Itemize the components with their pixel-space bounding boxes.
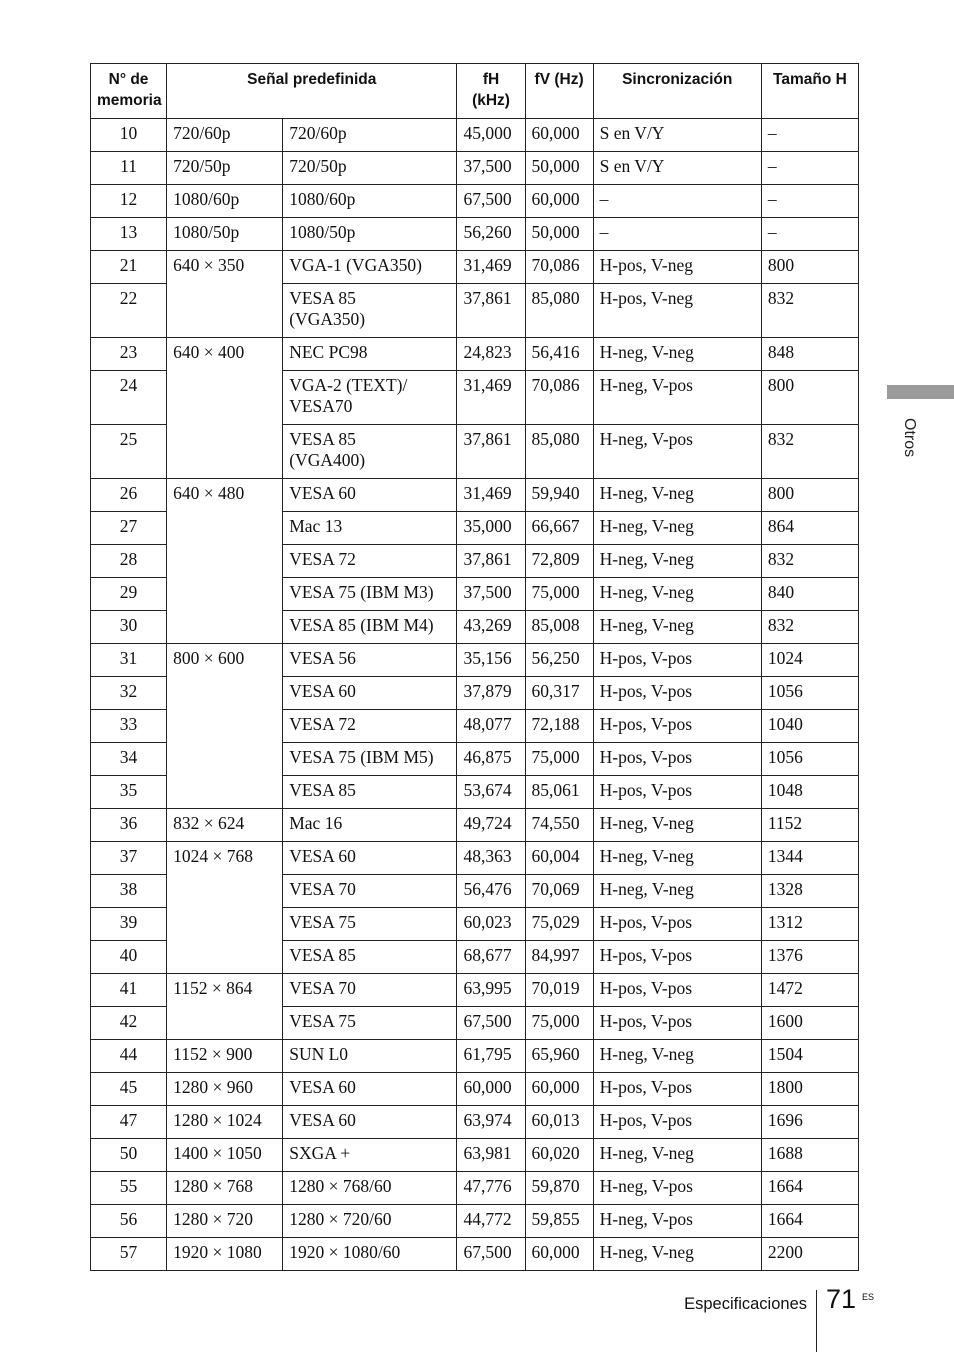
signal-cell: VESA 85 xyxy=(283,776,457,809)
fh-cell: 67,500 xyxy=(457,1007,525,1040)
section-tab-label: Otros xyxy=(901,418,918,458)
signal-cell: 720/50p xyxy=(283,152,457,185)
resolution-cell: 1280 × 960 xyxy=(167,1073,283,1106)
signal-cell: VESA 60 xyxy=(283,1106,457,1139)
fv-cell: 85,061 xyxy=(525,776,593,809)
fv-cell: 59,870 xyxy=(525,1172,593,1205)
hsize-cell: 1312 xyxy=(761,908,858,941)
memory-cell: 11 xyxy=(91,152,167,185)
hsize-cell: 864 xyxy=(761,512,858,545)
fv-cell: 75,000 xyxy=(525,578,593,611)
table-row xyxy=(91,974,859,1007)
fh-cell: 61,795 xyxy=(457,1040,525,1073)
resolution-cell xyxy=(167,1007,283,1040)
memory-cell: 32 xyxy=(91,677,167,710)
resolution-cell: 1280 × 720 xyxy=(167,1205,283,1238)
fv-cell: 70,019 xyxy=(525,974,593,1007)
sync-cell: H-pos, V-pos xyxy=(593,677,761,710)
fh-cell: 46,875 xyxy=(457,743,525,776)
memory-cell: 26 xyxy=(91,479,167,512)
sync-cell: H-neg, V-pos xyxy=(593,1172,761,1205)
fv-cell: 60,004 xyxy=(525,842,593,875)
resolution-cell: 640 × 350 xyxy=(167,251,283,284)
memory-cell: 31 xyxy=(91,644,167,677)
table-row xyxy=(91,119,859,152)
signal-cell: 1280 × 720/60 xyxy=(283,1205,457,1238)
fv-cell: 60,020 xyxy=(525,1139,593,1172)
fv-cell: 50,000 xyxy=(525,152,593,185)
fh-cell: 67,500 xyxy=(457,185,525,218)
resolution-cell xyxy=(167,941,283,974)
hsize-cell: 1472 xyxy=(761,974,858,1007)
fh-cell: 60,023 xyxy=(457,908,525,941)
table-row xyxy=(91,1040,859,1073)
resolution-cell xyxy=(167,545,283,578)
resolution-cell: 832 × 624 xyxy=(167,809,283,842)
sync-cell: H-pos, V-pos xyxy=(593,644,761,677)
table-row xyxy=(91,479,859,512)
memory-cell: 30 xyxy=(91,611,167,644)
hsize-cell: 1056 xyxy=(761,743,858,776)
memory-cell: 29 xyxy=(91,578,167,611)
section-tab-marker xyxy=(887,385,954,399)
fv-cell: 59,855 xyxy=(525,1205,593,1238)
table-row xyxy=(91,908,859,941)
header-fh: fH (kHz) xyxy=(457,64,525,119)
header-preset-signal: Señal predefinida xyxy=(167,64,457,119)
sync-cell: H-pos, V-pos xyxy=(593,1073,761,1106)
fv-cell: 75,000 xyxy=(525,743,593,776)
sync-cell: H-neg, V-neg xyxy=(593,1139,761,1172)
sync-cell: H-pos, V-pos xyxy=(593,908,761,941)
fv-cell: 56,250 xyxy=(525,644,593,677)
resolution-cell: 1024 × 768 xyxy=(167,842,283,875)
table-row xyxy=(91,842,859,875)
hsize-cell: 1328 xyxy=(761,875,858,908)
resolution-cell: 720/50p xyxy=(167,152,283,185)
signal-cell: SUN L0 xyxy=(283,1040,457,1073)
hsize-cell: 832 xyxy=(761,284,858,338)
table-row xyxy=(91,1238,859,1271)
fv-cell: 50,000 xyxy=(525,218,593,251)
fh-cell: 60,000 xyxy=(457,1073,525,1106)
resolution-cell xyxy=(167,284,283,338)
fv-cell: 70,086 xyxy=(525,371,593,425)
fh-cell: 56,260 xyxy=(457,218,525,251)
table-row xyxy=(91,1073,859,1106)
hsize-cell: 1376 xyxy=(761,941,858,974)
memory-cell: 50 xyxy=(91,1139,167,1172)
signal-cell: VESA 75 xyxy=(283,1007,457,1040)
table-row xyxy=(91,644,859,677)
signal-cell: VESA 60 xyxy=(283,842,457,875)
fh-cell: 37,879 xyxy=(457,677,525,710)
resolution-cell: 1400 × 1050 xyxy=(167,1139,283,1172)
signal-cell: 1080/50p xyxy=(283,218,457,251)
signal-cell: 1080/60p xyxy=(283,185,457,218)
header-hsize: Tamaño H xyxy=(761,64,858,119)
signal-cell: SXGA + xyxy=(283,1139,457,1172)
signal-cell: VESA 85 (VGA350) xyxy=(283,284,457,338)
sync-cell: H-neg, V-neg xyxy=(593,1238,761,1271)
resolution-cell: 1152 × 900 xyxy=(167,1040,283,1073)
resolution-cell: 1152 × 864 xyxy=(167,974,283,1007)
memory-cell: 55 xyxy=(91,1172,167,1205)
hsize-cell: 1664 xyxy=(761,1172,858,1205)
fh-cell: 68,677 xyxy=(457,941,525,974)
fh-cell: 49,724 xyxy=(457,809,525,842)
table-row xyxy=(91,611,859,644)
sync-cell: H-pos, V-pos xyxy=(593,710,761,743)
memory-cell: 25 xyxy=(91,425,167,479)
sync-cell: H-neg, V-pos xyxy=(593,1205,761,1238)
signal-cell: VESA 60 xyxy=(283,1073,457,1106)
fv-cell: 60,013 xyxy=(525,1106,593,1139)
signal-cell: VGA-2 (TEXT)/ VESA70 xyxy=(283,371,457,425)
table-row xyxy=(91,251,859,284)
sync-cell: H-neg, V-neg xyxy=(593,1040,761,1073)
resolution-cell: 1080/50p xyxy=(167,218,283,251)
table-row xyxy=(91,338,859,371)
memory-cell: 39 xyxy=(91,908,167,941)
sync-cell: H-pos, V-pos xyxy=(593,974,761,1007)
memory-cell: 27 xyxy=(91,512,167,545)
signal-cell: VESA 85 (IBM M4) xyxy=(283,611,457,644)
fh-cell: 63,981 xyxy=(457,1139,525,1172)
footer-divider xyxy=(816,1290,817,1352)
signal-cell: VESA 70 xyxy=(283,875,457,908)
memory-cell: 42 xyxy=(91,1007,167,1040)
memory-cell: 22 xyxy=(91,284,167,338)
fv-cell: 85,080 xyxy=(525,284,593,338)
signal-cell: VESA 75 xyxy=(283,908,457,941)
memory-cell: 36 xyxy=(91,809,167,842)
signal-cell: VESA 72 xyxy=(283,710,457,743)
resolution-cell xyxy=(167,875,283,908)
table-row xyxy=(91,152,859,185)
memory-cell: 34 xyxy=(91,743,167,776)
memory-cell: 21 xyxy=(91,251,167,284)
table-row xyxy=(91,512,859,545)
resolution-cell xyxy=(167,371,283,425)
hsize-cell: 800 xyxy=(761,251,858,284)
signal-cell: 1920 × 1080/60 xyxy=(283,1238,457,1271)
signal-cell: VGA-1 (VGA350) xyxy=(283,251,457,284)
table-row xyxy=(91,284,859,338)
signal-cell: VESA 85 xyxy=(283,941,457,974)
hsize-cell: 1344 xyxy=(761,842,858,875)
table-row xyxy=(91,545,859,578)
signal-cell: NEC PC98 xyxy=(283,338,457,371)
signal-cell: VESA 75 (IBM M3) xyxy=(283,578,457,611)
sync-cell: H-pos, V-pos xyxy=(593,1106,761,1139)
fv-cell: 66,667 xyxy=(525,512,593,545)
sync-cell: H-neg, V-neg xyxy=(593,611,761,644)
hsize-cell: – xyxy=(761,185,858,218)
resolution-cell: 640 × 480 xyxy=(167,479,283,512)
signal-cell: VESA 70 xyxy=(283,974,457,1007)
sync-cell: H-neg, V-neg xyxy=(593,578,761,611)
sync-cell: S en V/Y xyxy=(593,119,761,152)
sync-cell: H-neg, V-pos xyxy=(593,371,761,425)
sync-cell: H-neg, V-pos xyxy=(593,425,761,479)
memory-cell: 57 xyxy=(91,1238,167,1271)
fv-cell: 60,000 xyxy=(525,1238,593,1271)
fh-cell: 37,861 xyxy=(457,425,525,479)
table-row xyxy=(91,578,859,611)
resolution-cell xyxy=(167,677,283,710)
fv-cell: 60,000 xyxy=(525,1073,593,1106)
sync-cell: H-pos, V-pos xyxy=(593,1007,761,1040)
fh-cell: 67,500 xyxy=(457,1238,525,1271)
fh-cell: 48,363 xyxy=(457,842,525,875)
fv-cell: 56,416 xyxy=(525,338,593,371)
sync-cell: – xyxy=(593,185,761,218)
memory-cell: 41 xyxy=(91,974,167,1007)
memory-cell: 24 xyxy=(91,371,167,425)
table-row xyxy=(91,710,859,743)
sync-cell: H-neg, V-neg xyxy=(593,512,761,545)
hsize-cell: 832 xyxy=(761,425,858,479)
fh-cell: 63,995 xyxy=(457,974,525,1007)
hsize-cell: 1600 xyxy=(761,1007,858,1040)
table-row xyxy=(91,1205,859,1238)
sync-cell: H-pos, V-pos xyxy=(593,743,761,776)
sync-cell: H-pos, V-pos xyxy=(593,941,761,974)
fh-cell: 44,772 xyxy=(457,1205,525,1238)
fh-cell: 35,156 xyxy=(457,644,525,677)
sync-cell: H-pos, V-neg xyxy=(593,284,761,338)
memory-cell: 37 xyxy=(91,842,167,875)
fh-cell: 31,469 xyxy=(457,251,525,284)
footer-section-title: Especificaciones xyxy=(684,1295,807,1313)
resolution-cell xyxy=(167,710,283,743)
resolution-cell: 1280 × 1024 xyxy=(167,1106,283,1139)
fh-cell: 37,861 xyxy=(457,284,525,338)
fv-cell: 59,940 xyxy=(525,479,593,512)
memory-cell: 12 xyxy=(91,185,167,218)
resolution-cell xyxy=(167,611,283,644)
fh-cell: 31,469 xyxy=(457,479,525,512)
fv-cell: 60,000 xyxy=(525,119,593,152)
hsize-cell: 1696 xyxy=(761,1106,858,1139)
table-row xyxy=(91,371,859,425)
memory-cell: 28 xyxy=(91,545,167,578)
fh-cell: 47,776 xyxy=(457,1172,525,1205)
table-row xyxy=(91,1139,859,1172)
table-row xyxy=(91,1007,859,1040)
table-row xyxy=(91,425,859,479)
resolution-cell xyxy=(167,512,283,545)
memory-cell: 40 xyxy=(91,941,167,974)
hsize-cell: 1688 xyxy=(761,1139,858,1172)
header-memory: N° de memoria xyxy=(91,64,167,119)
page-number: 71 xyxy=(826,1284,857,1314)
signal-cell: VESA 72 xyxy=(283,545,457,578)
hsize-cell: 832 xyxy=(761,611,858,644)
sync-cell: H-neg, V-neg xyxy=(593,545,761,578)
table-body xyxy=(91,119,859,1271)
sync-cell: H-neg, V-neg xyxy=(593,338,761,371)
signal-spec-table xyxy=(90,63,859,1271)
table-row xyxy=(91,218,859,251)
fv-cell: 70,069 xyxy=(525,875,593,908)
signal-cell: VESA 75 (IBM M5) xyxy=(283,743,457,776)
memory-cell: 38 xyxy=(91,875,167,908)
sync-cell: H-pos, V-pos xyxy=(593,776,761,809)
hsize-cell: 800 xyxy=(761,479,858,512)
hsize-cell: – xyxy=(761,152,858,185)
fv-cell: 60,000 xyxy=(525,185,593,218)
hsize-cell: 1048 xyxy=(761,776,858,809)
signal-cell: VESA 56 xyxy=(283,644,457,677)
sync-cell: H-neg, V-neg xyxy=(593,842,761,875)
resolution-cell: 720/60p xyxy=(167,119,283,152)
hsize-cell: 1152 xyxy=(761,809,858,842)
signal-cell: VESA 85 (VGA400) xyxy=(283,425,457,479)
table-row xyxy=(91,185,859,218)
fh-cell: 37,861 xyxy=(457,545,525,578)
language-code: ES xyxy=(862,1292,875,1302)
fv-cell: 72,188 xyxy=(525,710,593,743)
memory-cell: 10 xyxy=(91,119,167,152)
fv-cell: 75,000 xyxy=(525,1007,593,1040)
fh-cell: 37,500 xyxy=(457,152,525,185)
sync-cell: H-neg, V-neg xyxy=(593,875,761,908)
signal-cell: VESA 60 xyxy=(283,479,457,512)
resolution-cell xyxy=(167,908,283,941)
sync-cell: S en V/Y xyxy=(593,152,761,185)
table-row xyxy=(91,941,859,974)
hsize-cell: 1056 xyxy=(761,677,858,710)
memory-cell: 13 xyxy=(91,218,167,251)
hsize-cell: 1024 xyxy=(761,644,858,677)
fv-cell: 85,008 xyxy=(525,611,593,644)
fv-cell: 72,809 xyxy=(525,545,593,578)
hsize-cell: 1040 xyxy=(761,710,858,743)
sync-cell: H-neg, V-neg xyxy=(593,479,761,512)
fv-cell: 70,086 xyxy=(525,251,593,284)
sync-cell: – xyxy=(593,218,761,251)
fv-cell: 75,029 xyxy=(525,908,593,941)
fh-cell: 53,674 xyxy=(457,776,525,809)
table-row xyxy=(91,809,859,842)
signal-cell: 1280 × 768/60 xyxy=(283,1172,457,1205)
fv-cell: 74,550 xyxy=(525,809,593,842)
fh-cell: 45,000 xyxy=(457,119,525,152)
fh-cell: 56,476 xyxy=(457,875,525,908)
table-header-row xyxy=(91,64,859,119)
hsize-cell: 1504 xyxy=(761,1040,858,1073)
resolution-cell: 800 × 600 xyxy=(167,644,283,677)
resolution-cell xyxy=(167,743,283,776)
resolution-cell xyxy=(167,425,283,479)
fh-cell: 24,823 xyxy=(457,338,525,371)
table-row xyxy=(91,776,859,809)
memory-cell: 47 xyxy=(91,1106,167,1139)
memory-cell: 45 xyxy=(91,1073,167,1106)
fv-cell: 85,080 xyxy=(525,425,593,479)
signal-cell: Mac 16 xyxy=(283,809,457,842)
fh-cell: 35,000 xyxy=(457,512,525,545)
hsize-cell: – xyxy=(761,119,858,152)
hsize-cell: 2200 xyxy=(761,1238,858,1271)
fv-cell: 84,997 xyxy=(525,941,593,974)
hsize-cell: 840 xyxy=(761,578,858,611)
table-row xyxy=(91,1106,859,1139)
hsize-cell: 832 xyxy=(761,545,858,578)
memory-cell: 33 xyxy=(91,710,167,743)
table-row xyxy=(91,1172,859,1205)
fh-cell: 31,469 xyxy=(457,371,525,425)
resolution-cell: 1920 × 1080 xyxy=(167,1238,283,1271)
resolution-cell: 640 × 400 xyxy=(167,338,283,371)
sync-cell: H-pos, V-neg xyxy=(593,251,761,284)
hsize-cell: 848 xyxy=(761,338,858,371)
signal-cell: Mac 13 xyxy=(283,512,457,545)
resolution-cell xyxy=(167,578,283,611)
fh-cell: 43,269 xyxy=(457,611,525,644)
memory-cell: 35 xyxy=(91,776,167,809)
fh-cell: 37,500 xyxy=(457,578,525,611)
hsize-cell: 800 xyxy=(761,371,858,425)
sync-cell: H-neg, V-neg xyxy=(593,809,761,842)
resolution-cell: 1080/60p xyxy=(167,185,283,218)
resolution-cell: 1280 × 768 xyxy=(167,1172,283,1205)
table-row xyxy=(91,677,859,710)
hsize-cell: 1664 xyxy=(761,1205,858,1238)
memory-cell: 44 xyxy=(91,1040,167,1073)
header-fv: fV (Hz) xyxy=(525,64,593,119)
signal-cell: VESA 60 xyxy=(283,677,457,710)
table-row xyxy=(91,875,859,908)
hsize-cell: 1800 xyxy=(761,1073,858,1106)
hsize-cell: – xyxy=(761,218,858,251)
fv-cell: 65,960 xyxy=(525,1040,593,1073)
fh-cell: 63,974 xyxy=(457,1106,525,1139)
fh-cell: 48,077 xyxy=(457,710,525,743)
header-sync: Sincronización xyxy=(593,64,761,119)
memory-cell: 56 xyxy=(91,1205,167,1238)
resolution-cell xyxy=(167,776,283,809)
table-row xyxy=(91,743,859,776)
fv-cell: 60,317 xyxy=(525,677,593,710)
memory-cell: 23 xyxy=(91,338,167,371)
signal-cell: 720/60p xyxy=(283,119,457,152)
